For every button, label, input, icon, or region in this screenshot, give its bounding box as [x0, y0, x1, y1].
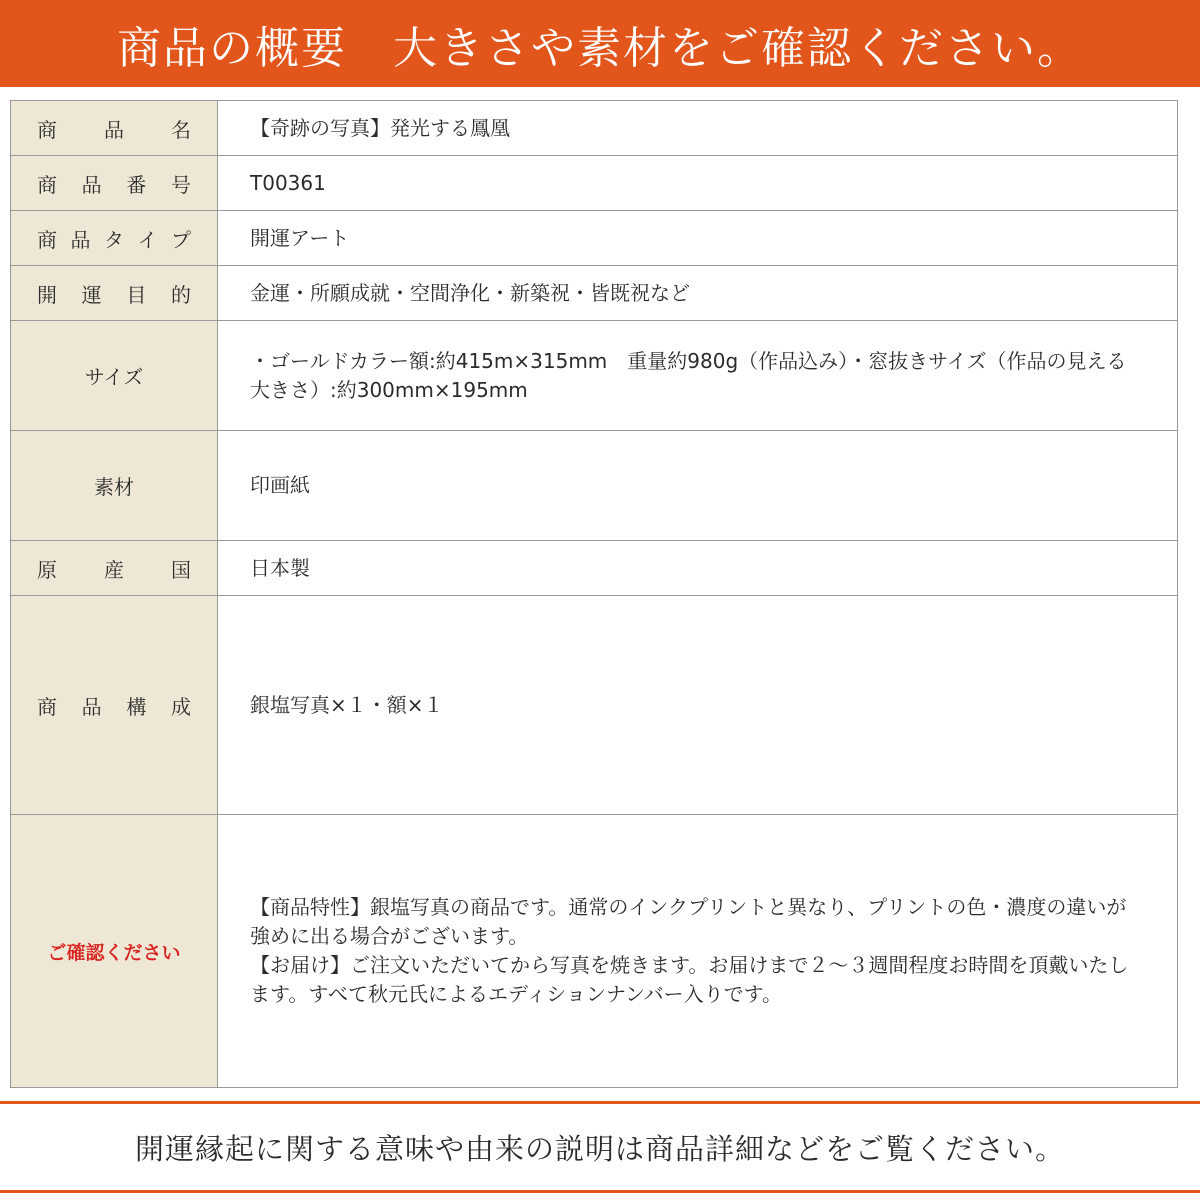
- label-product-number: [11, 156, 218, 211]
- label-char: 商: [37, 117, 57, 142]
- value-product-name: 【奇跡の写真】発光する鳳凰: [218, 101, 1178, 156]
- label-char: イ: [137, 227, 158, 252]
- label-char: 番: [126, 172, 147, 197]
- label-char: タ: [104, 227, 124, 252]
- label-char: 品: [104, 117, 124, 142]
- label-char: 品: [70, 227, 91, 252]
- label-char: 号: [170, 172, 191, 197]
- label-contents: [11, 596, 218, 815]
- label-char: 国: [171, 557, 191, 582]
- note-delivery: 【お届け】ご注文いただいてから写真を焼きます。お届けまで２〜３週間程度お時間を頂戴いたします。すべて秋元氏によるエディションナンバー入りです。: [250, 953, 1129, 1006]
- label-char: 目: [126, 282, 147, 307]
- product-spec-table: [10, 100, 1178, 1088]
- label-notes: [11, 815, 218, 1088]
- label-char: 商: [37, 172, 57, 197]
- table-row-product-type: [11, 211, 1178, 266]
- label-material: [11, 431, 218, 541]
- label-char: 的: [170, 282, 191, 307]
- table-row-purpose: [11, 266, 1178, 321]
- value-size: ・ゴールドカラー額:約415m×315mm 重量約980g（作品込み）・窓抜きサイズ（作品の見える大きさ）:約300mm×195mm: [218, 321, 1178, 431]
- label-char: 構: [126, 694, 147, 719]
- table-row-product-number: [11, 156, 1178, 211]
- value-product-type: 開運アート: [218, 211, 1178, 266]
- label-char: 運: [81, 282, 102, 307]
- value-notes: [218, 815, 1178, 1088]
- footer-divider-bottom: [0, 1190, 1200, 1193]
- label-char: 成: [170, 694, 191, 719]
- label-char: プ: [171, 227, 191, 252]
- table-row-material: [11, 431, 1178, 541]
- label-char: 商: [37, 694, 57, 719]
- label-char: 商: [37, 227, 57, 252]
- label-product-type: [11, 211, 218, 266]
- note-product-characteristics: 【商品特性】銀塩写真の商品です。通常のインクプリントと異なり、プリントの色・濃度の違いが強めに出る場合がございます。: [250, 895, 1127, 948]
- value-product-number: T00361: [218, 156, 1178, 211]
- label-origin: [11, 541, 218, 596]
- table-row-origin: [11, 541, 1178, 596]
- footer-note: 開運縁起に関する意味や由来の説明は商品詳細などをご覧ください。: [134, 1131, 1065, 1166]
- value-origin: 日本製: [218, 541, 1178, 596]
- table-row-contents: [11, 596, 1178, 815]
- page-title: 商品の概要 大きさや素材をご確認ください。: [0, 0, 1200, 87]
- label-char: 開: [37, 282, 57, 307]
- value-purpose: 金運・所願成就・空間浄化・新築祝・皆既祝など: [218, 266, 1178, 321]
- label-purpose: [11, 266, 218, 321]
- label-char: 品: [81, 172, 102, 197]
- label-text: ご確認ください: [47, 941, 181, 964]
- value-material: 印画紙: [218, 431, 1178, 541]
- table-row-product-name: [11, 101, 1178, 156]
- label-char: 原: [37, 557, 57, 582]
- label-char: 名: [171, 117, 191, 142]
- label-text: サイズ: [84, 365, 144, 389]
- label-product-name: [11, 101, 218, 156]
- label-size: [11, 321, 218, 431]
- value-contents: 銀塩写真×１・額×１: [218, 596, 1178, 815]
- table-row-notes: [11, 815, 1178, 1088]
- label-char: 品: [81, 694, 102, 719]
- label-text: 素材: [94, 475, 134, 499]
- table-row-size: [11, 321, 1178, 431]
- label-char: 産: [104, 557, 124, 582]
